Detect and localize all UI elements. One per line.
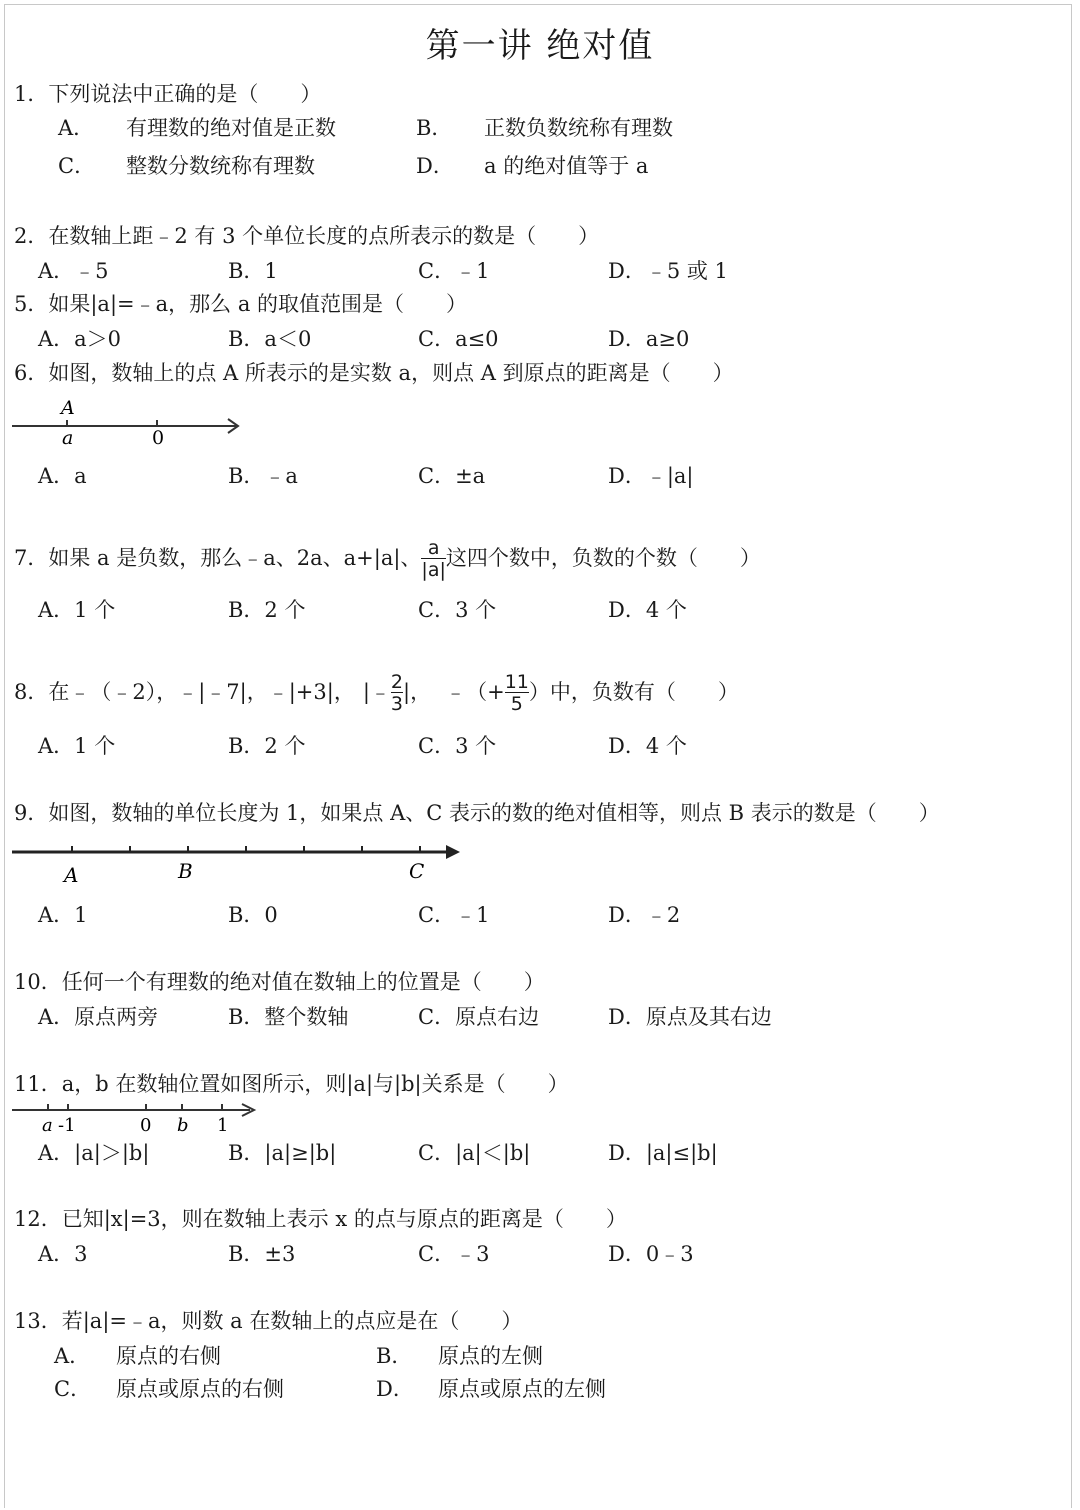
question-2-option-d: D．﹣5 或 1 [608,259,728,283]
question-11-option-c: C．|a|＜|b| [418,1141,531,1165]
label-zero: 0 [140,1115,152,1136]
label-minus-1: -1 [58,1115,76,1136]
question-5-stem: 5．如果|a|=﹣a，那么 a 的取值范围是（ ） [14,292,468,316]
question-8-option-d: D．4 个 [608,734,687,758]
question-7-stem: 7．如果 a 是负数，那么﹣a、2a、a+|a|、 $\frac{a}{|a|}$ 这四个数中，负数的个数（ ） [14,537,761,581]
question-5-option-d: D．a≥0 [608,327,690,351]
question-7-option-d: D．4 个 [608,598,687,622]
question-13-option-d: D． 原点或原点的左侧 [376,1377,606,1401]
question-5-option-a: A．a＞0 [38,327,122,351]
question-13-option-a: A． 原点的右侧 [54,1344,221,1368]
question-12-stem: 12．已知|x|=3，则在数轴上表示 x 的点与原点的距离是（ ） [14,1207,627,1231]
question-2-option-c: C．﹣1 [418,259,490,283]
question-10-option-b: B．整个数轴 [228,1005,349,1029]
question-9-number-line [10,838,470,890]
question-1-option-d: D． a 的绝对值等于 a [416,154,649,178]
question-12-option-a: A．3 [38,1242,88,1266]
question-10-stem: 10．任何一个有理数的绝对值在数轴上的位置是（ ） [14,970,545,994]
fraction-11-over-5: $\frac{11}{5}$ [504,671,529,715]
question-1-option-c: C． 整数分数统称有理数 [58,154,315,178]
question-13-option-c: C． 原点或原点的右侧 [54,1377,284,1401]
question-6-number-line [10,394,250,450]
question-2-stem: 2．在数轴上距﹣2 有 3 个单位长度的点所表示的数是（ ） [14,224,600,248]
question-8-option-c: C．3 个 [418,734,497,758]
question-1-stem: 1．下列说法中正确的是（ ） [14,82,322,106]
question-5-option-b: B．a＜0 [228,327,312,351]
question-7-option-c: C．3 个 [418,598,497,622]
question-9-option-d: D．﹣2 [608,903,681,927]
fraction-2-over-3: $\frac{2}{3}$ [390,671,404,715]
question-10-option-c: C．原点右边 [418,1005,540,1029]
point-label-a: A [64,863,79,887]
question-8-option-b: B．2 个 [228,734,306,758]
question-1-option-b: B． 正数负数统称有理数 [416,116,673,140]
question-8-stem: 8．在﹣（﹣2），﹣|﹣7|，﹣|+3|， |﹣ $\frac{2}{3}$ |， ﹣（+ $\frac{11}{5}$ ）中，负数有（ ） [14,671,739,715]
question-5-option-c: C．a≤0 [418,327,499,351]
question-2-option-b: B．1 [228,259,278,283]
question-7-option-a: A．1 个 [38,598,116,622]
question-11-stem: 11．a，b 在数轴位置如图所示，则|a|与|b|关系是（ ） [14,1072,569,1096]
question-10-option-a: A．原点两旁 [38,1005,159,1029]
question-1-option-a: A． 有理数的绝对值是正数 [58,116,336,140]
label-b: b [177,1115,189,1136]
question-11-option-b: B．|a|≥|b| [228,1141,337,1165]
question-6-option-c: C．±a [418,464,486,488]
point-label-a: A [61,397,75,419]
question-10-option-d: D．原点及其右边 [608,1005,772,1029]
point-label-c: C [409,859,425,883]
question-11-option-a: A．|a|＞|b| [38,1141,150,1165]
question-9-option-c: C．﹣1 [418,903,490,927]
question-12-option-d: D．0﹣3 [608,1242,694,1266]
question-9-option-b: B．0 [228,903,278,927]
point-value-a: a [62,427,74,449]
label-a: a [42,1115,53,1136]
question-7-option-b: B．2 个 [228,598,306,622]
question-2-option-a: A．﹣5 [38,259,109,283]
question-13-stem: 13．若|a|=﹣a，则数 a 在数轴上的点应是在（ ） [14,1309,523,1333]
question-6-option-a: A．a [38,464,87,488]
label-1: 1 [217,1115,229,1136]
question-9-stem: 9．如图，数轴的单位长度为 1，如果点 A、C 表示的数的绝对值相等，则点 B 表示的数是（ ） [14,801,940,825]
zero-label: 0 [152,427,165,449]
question-6-option-b: B．﹣a [228,464,298,488]
question-13-option-b: B． 原点的左侧 [376,1344,543,1368]
question-11-number-line [10,1100,270,1136]
axis-arrow [446,845,460,859]
question-6-option-d: D．﹣|a| [608,464,694,488]
page-title: 第一讲 绝对值 [425,26,655,66]
point-label-b: B [178,859,193,883]
question-9-option-a: A．1 [38,903,88,927]
question-12-option-c: C．﹣3 [418,1242,490,1266]
question-12-option-b: B．±3 [228,1242,296,1266]
question-8-option-a: A．1 个 [38,734,116,758]
question-6-stem: 6．如图，数轴上的点 A 所表示的是实数 a，则点 A 到原点的距离是（ ） [14,361,734,385]
question-11-option-d: D．|a|≤|b| [608,1141,718,1165]
fraction-a-over-abs-a: $\frac{a}{|a|}$ [421,537,446,581]
